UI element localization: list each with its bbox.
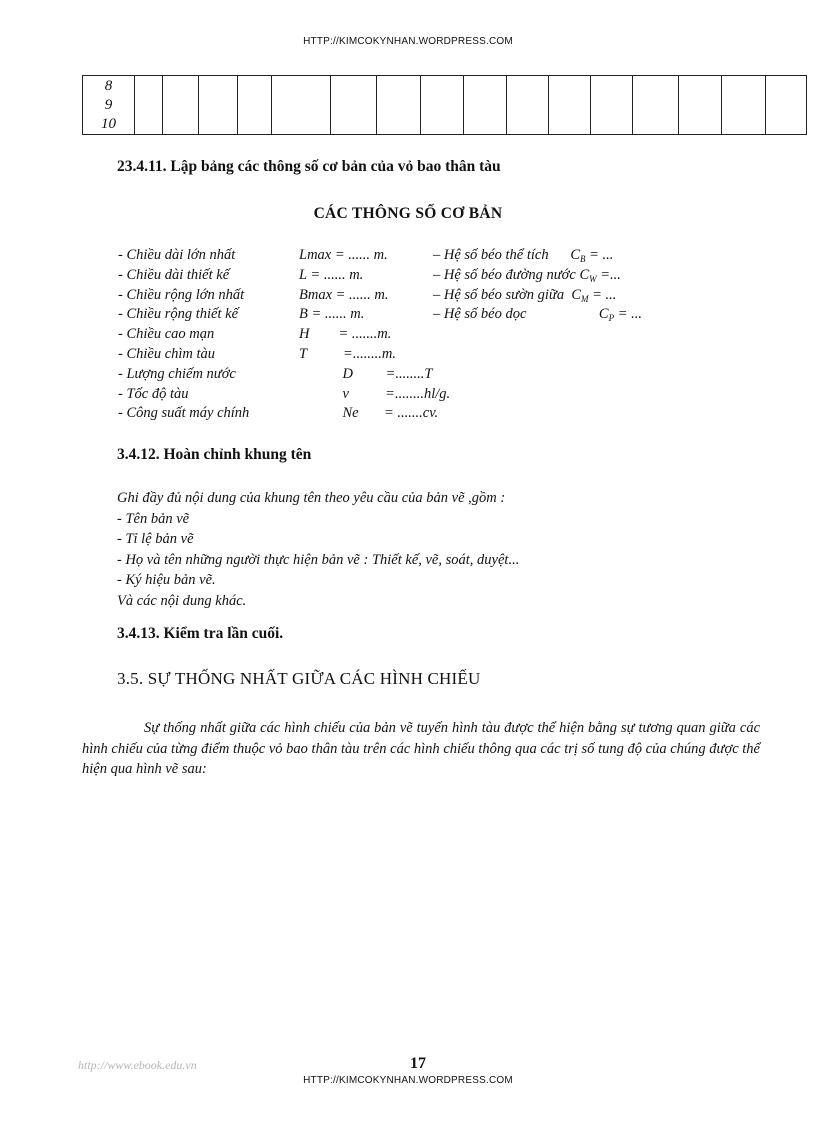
empty-cell — [135, 76, 163, 135]
empty-cell — [238, 76, 272, 135]
watermark-url: http://www.ebook.edu.vn — [78, 1058, 197, 1072]
page-number: 17 — [410, 1055, 426, 1072]
param-coefficient: – Hệ số béo sườn giữa $C_M$ = ... — [433, 286, 617, 304]
empty-cell — [591, 76, 633, 135]
param-coefficient: – Hệ số béo đường nước $C_W$ =... — [433, 266, 621, 284]
empty-cell — [377, 76, 421, 135]
param-label: - Công suất máy chính — [118, 405, 250, 422]
param-label: - Chiều chìm tàu — [118, 345, 216, 362]
empty-cell — [722, 76, 766, 135]
section-heading-parameters: 23.4.11. Lập bảng các thông số cơ bản của vỏ bao thân tàu — [117, 158, 501, 175]
empty-cell — [464, 76, 507, 135]
body-paragraph — [82, 718, 760, 780]
footer-url: HTTP://KIMCOKYNHAN.WORDPRESS.COM — [303, 1075, 513, 1086]
table-row — [83, 76, 807, 135]
note-line: Ghi đầy đủ nội dung của khung tên theo yêu cầu của bản vẽ ,gồm : — [117, 490, 506, 506]
params-title: CÁC THÔNG SỐ CƠ BẢN — [313, 205, 503, 222]
empty-cell — [507, 76, 549, 135]
param-label: - Tốc độ tàu — [118, 385, 189, 402]
note-line: - Họ và tên những người thực hiện bản vẽ : Thiết kế, vẽ, soát, duyệt... — [117, 551, 520, 568]
empty-cell — [766, 76, 807, 135]
row-number: 10 — [101, 115, 116, 132]
empty-cell — [633, 76, 679, 135]
note-line: Và các nội dung khác. — [117, 592, 247, 609]
chapter-heading: 3.5. SỰ THỐNG NHẤT GIỮA CÁC HÌNH CHIẾU — [117, 669, 481, 688]
row-number: 8 — [104, 77, 113, 94]
paragraph-text: Sự thống nhất giữa các hình chiếu của bản vẽ tuyến hình tàu được thể hiện bằng sự tương quan giữa các hình chiếu của từng điểm thuộc vỏ bao thân tàu trên các hình chiếu thông qua các trị số tung độ của chúng được thể hiện qua hình vẽ sau: — [82, 720, 760, 777]
section-heading-final-check: 3.4.13. Kiểm tra lần cuối. — [117, 625, 284, 642]
param-value: Ne = .......cv. — [299, 405, 439, 422]
empty-cell — [549, 76, 591, 135]
param-value: v =........hl/g. — [299, 385, 451, 402]
empty-cell — [679, 76, 722, 135]
param-coefficient: – Hệ số béo thể tích $C_B$ = ... — [433, 247, 614, 264]
note-line: - Tỉ lệ bản vẽ — [117, 531, 194, 547]
blank-table — [82, 75, 807, 135]
empty-cell — [421, 76, 464, 135]
param-value: Lmax = ...... m. — [299, 247, 388, 263]
param-value: Bmax = ...... m. — [299, 286, 389, 303]
row-numbers-cell — [83, 76, 135, 135]
note-line: - Ký hiệu bản vẽ. — [117, 572, 216, 588]
param-label: - Chiều dài lớn nhất — [118, 247, 236, 263]
empty-cell — [272, 76, 331, 135]
param-value: L = ...... m. — [299, 266, 364, 283]
param-label: - Chiều rộng thiết kế — [118, 306, 239, 323]
empty-cell — [199, 76, 238, 135]
param-value: H = .......m. — [299, 326, 392, 343]
param-label: - Chiều cao mạn — [118, 326, 215, 343]
param-coefficient: – Hệ số béo dọc $C_P$ = ... — [433, 306, 643, 324]
param-label: - Chiều rộng lớn nhất — [118, 286, 245, 303]
empty-cell — [163, 76, 199, 135]
param-value: T =........m. — [299, 345, 396, 362]
param-value: D =........T — [299, 365, 433, 382]
section-heading-title-block: 3.4.12. Hoàn chỉnh khung tên — [117, 446, 312, 463]
title-block-notes — [117, 488, 519, 611]
row-number: 9 — [104, 96, 113, 113]
header-url: HTTP://KIMCOKYNHAN.WORDPRESS.COM — [303, 36, 513, 47]
empty-cell — [331, 76, 377, 135]
param-label: - Lượng chiếm nước — [118, 365, 236, 382]
param-label: - Chiều dài thiết kế — [118, 266, 230, 283]
param-value: B = ...... m. — [299, 306, 365, 323]
note-line: - Tên bản vẽ — [117, 510, 190, 527]
